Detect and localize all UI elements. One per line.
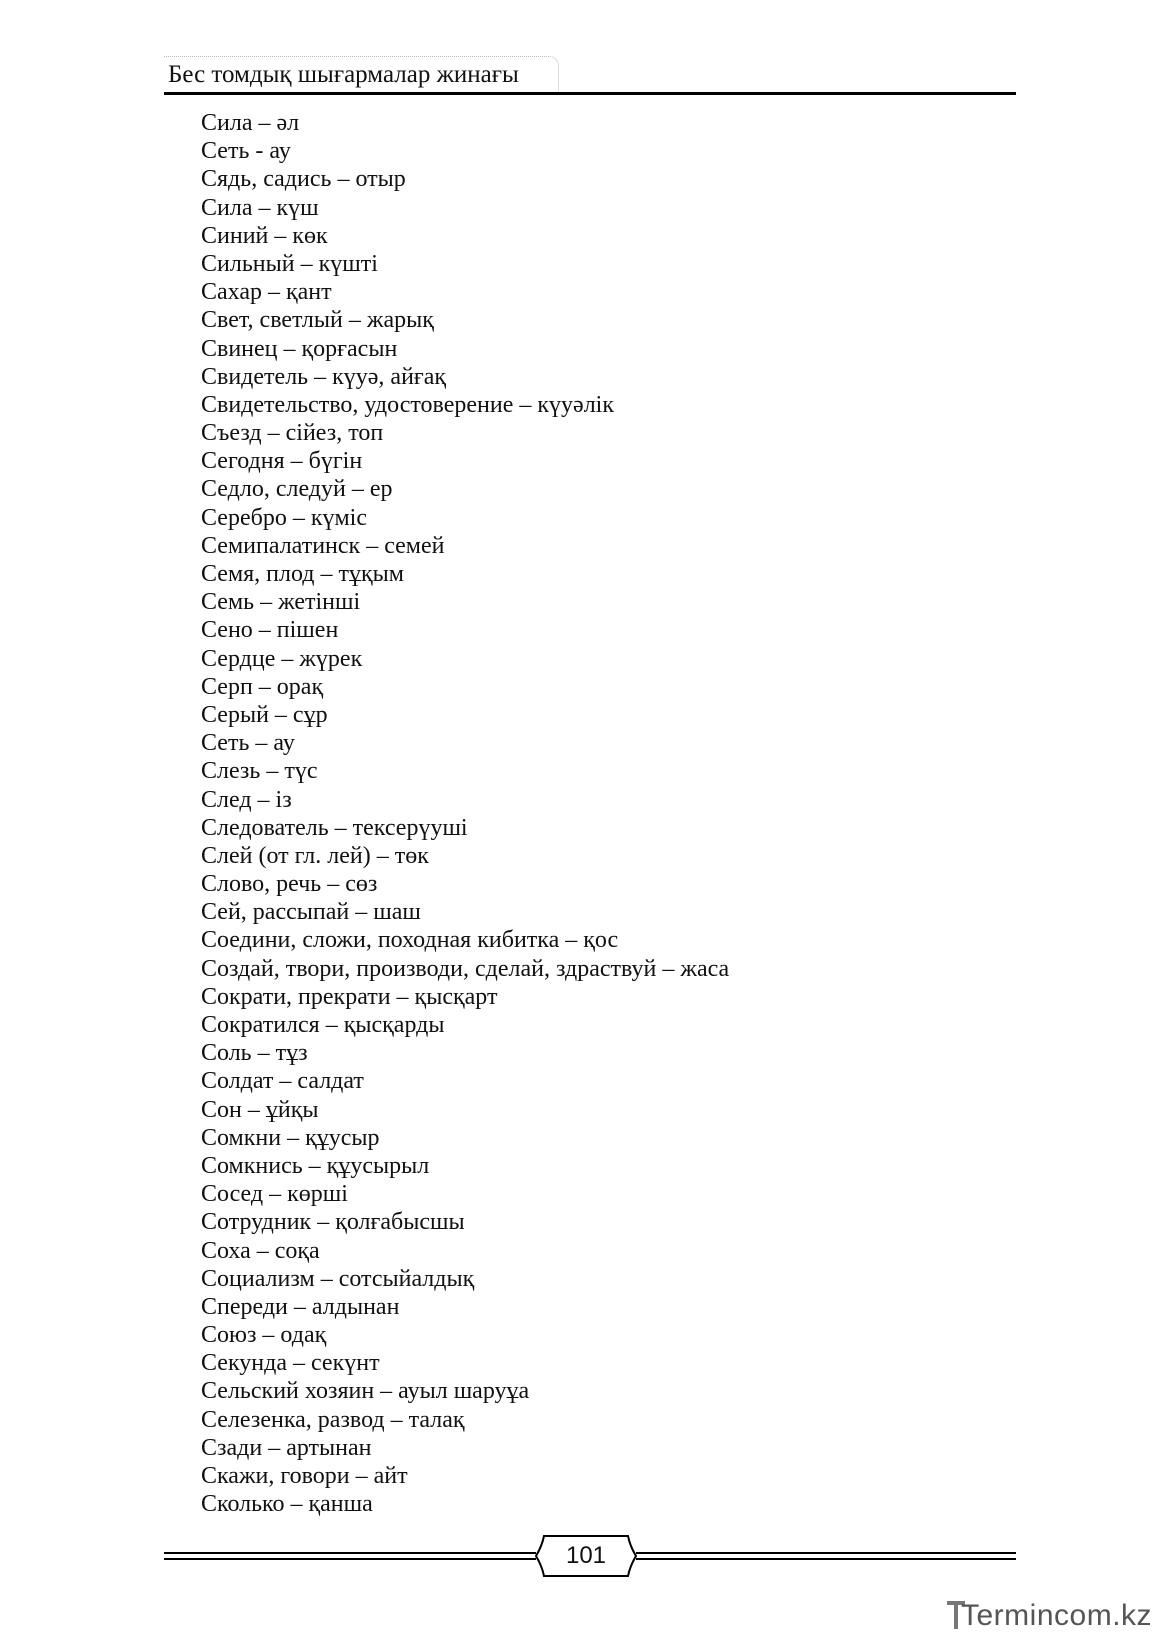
glossary-entry: Сахар – қант [201, 279, 332, 306]
page-number-frame [534, 1534, 638, 1578]
glossary-entry: Семипалатинск – семей [201, 532, 445, 559]
glossary-entry: Соль – тұз [201, 1040, 308, 1067]
glossary-entry: Сила – күш [201, 194, 319, 221]
glossary-entry: След – із [201, 786, 292, 813]
glossary-entry: Союз – одақ [201, 1322, 327, 1349]
glossary-entry: Сократи, прекрати – қысқарт [201, 983, 498, 1010]
glossary-entry: Спереди – алдынан [201, 1293, 400, 1320]
glossary-entry: Седло, следуй – ер [201, 476, 393, 503]
glossary-entry: Соха – соқа [201, 1237, 320, 1264]
glossary-entry: Свинец – қорғасын [201, 335, 398, 362]
glossary-entry: Сотрудник – қолғабысшы [201, 1209, 465, 1236]
page-number: 101 [565, 1542, 607, 1569]
footer-rule-right [636, 1552, 1016, 1554]
glossary-entry: Сомкнись – құусырыл [201, 1152, 430, 1179]
glossary-entry: Сей, рассыпай – шаш [201, 899, 421, 926]
glossary-entry: Серый – сұр [201, 701, 328, 728]
glossary-entry: Сократился – қысқарды [201, 1012, 445, 1038]
glossary-entry: Сеть - ау [201, 138, 291, 165]
glossary-entry: Свидетельство, удостоверение – күуәлік [201, 391, 614, 418]
glossary-entry: Сердце – жүрек [201, 645, 363, 672]
glossary-list [201, 109, 729, 1518]
glossary-entry: Сон – ұйқы [201, 1096, 319, 1123]
glossary-entry: Свидетель – күуә, айғақ [201, 363, 447, 390]
footer-rule-left [164, 1558, 536, 1560]
glossary-entry: Сильный – күшті [201, 250, 378, 277]
glossary-entry: Слезь – түс [201, 758, 318, 785]
glossary-entry: Синий – көк [201, 222, 328, 249]
running-header [164, 56, 1016, 94]
glossary-entry: Сомкни – құусыр [201, 1124, 380, 1151]
footer-rule-left [164, 1552, 536, 1554]
glossary-entry: Свет, светлый – жарық [201, 307, 434, 334]
glossary-entry: Сегодня – бүгін [201, 448, 363, 475]
glossary-entry: Солдат – салдат [201, 1068, 364, 1095]
glossary-entry: Серп – орақ [201, 673, 324, 700]
glossary-entry: Скажи, говори – айт [201, 1463, 408, 1489]
glossary-entry: Съезд – сійез, топ [201, 420, 384, 447]
glossary-entry: Следователь – тексерүуші [201, 814, 468, 841]
glossary-entry: Серебро – күміс [201, 504, 367, 531]
glossary-entry: Сено – пішен [201, 617, 339, 644]
glossary-entry: Семя, плод – тұқым [201, 561, 404, 587]
glossary-entry: Создай, твори, производи, сделай, здраствуй – жаса [201, 955, 730, 982]
header-rule [164, 92, 1016, 95]
watermark-text: Termincom.kz [961, 1599, 1153, 1632]
glossary-entry: Сколько – қанша [201, 1491, 373, 1518]
glossary-entry: Сядь, садись – отыр [201, 166, 406, 193]
glossary-entry: Соедини, сложи, походная кибитка – қос [201, 927, 619, 954]
glossary-entry: Слей (от гл. лей) – төк [201, 842, 429, 869]
glossary-entry: Социализм – сотсыйалдық [201, 1265, 475, 1292]
glossary-entry: Селезенка, развод – талақ [201, 1406, 465, 1433]
glossary-entry: Сеть – ау [201, 730, 295, 757]
glossary-entry: Сельский хозяин – ауыл шаруұа [201, 1378, 530, 1405]
glossary-entry: Секунда – секүнт [201, 1350, 380, 1377]
glossary-entry: Сзади – артынан [201, 1434, 372, 1461]
glossary-entry: Семь – жетінші [201, 589, 361, 616]
footer-rule-right [636, 1558, 1016, 1560]
book-title: Бес томдық шығармалар жинағы [168, 61, 519, 88]
glossary-entry: Сила – әл [201, 110, 300, 136]
glossary-entry: Сосед – көрші [201, 1181, 348, 1208]
watermark [945, 1597, 1153, 1633]
page-footer [164, 1532, 1016, 1582]
glossary-entry: Слово, речь – сөз [201, 871, 378, 898]
